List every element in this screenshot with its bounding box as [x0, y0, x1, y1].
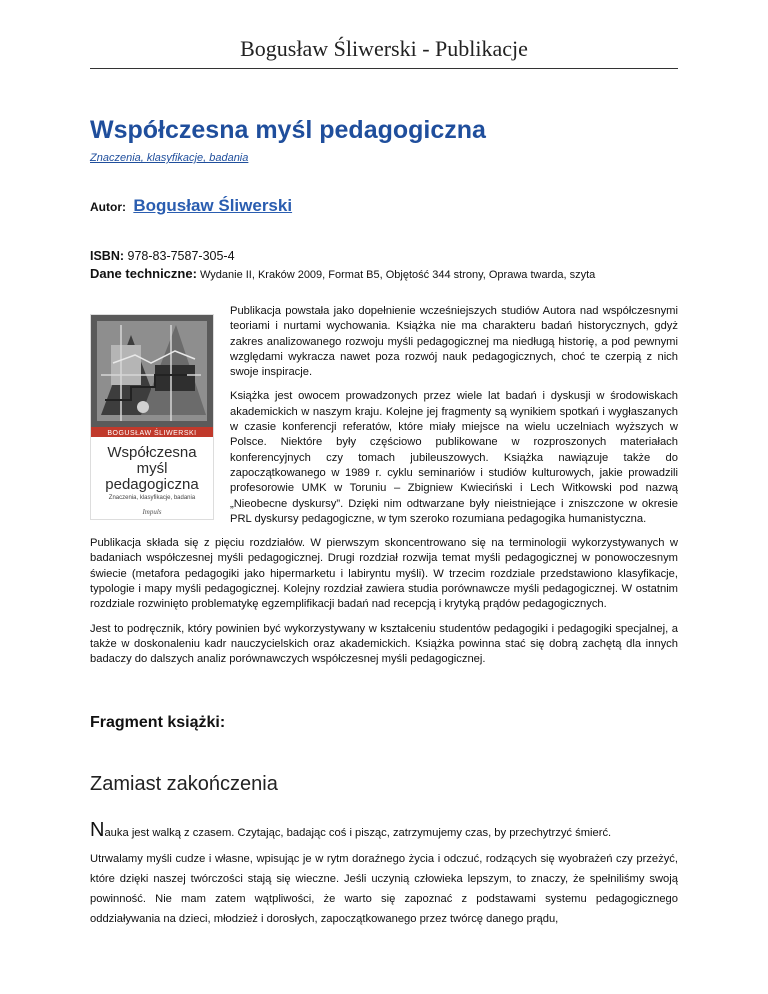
tech-value: Wydanie II, Kraków 2009, Format B5, Objętość 344 strony, Oprawa twarda, szyta: [199, 269, 596, 281]
fragment-paragraph-2: Utrwalamy myśli cudze i własne, wpisując je w rytm doraźnego życia i odczuć, rodzących się wyobrażeń czy przeżyć, które dzięki naszej twórczości stają się wieczne. Jeśli uczynią człowieka lepszym, to znaczy, że spełniliśmy swoją powinność. Nie mam zatem wątpliwości, że warto się zapoznać z podstawami systemu pedagogicznego oddziaływania na dzieci, młodzież i dorosłych, zapoczątkowanego przez twórcę danego prądu,: [90, 853, 678, 925]
author-row: [90, 196, 292, 216]
tech-label: Dane techniczne:: [90, 266, 197, 281]
description-paragraph-2: Książka jest owocem prowadzonych przez wiele lat badań i dyskusji w środowiskach akademickich w naszym kraju. Kolejne jej fragmenty są wynikiem spotkań i wygłaszanych w czasie konferencji referatów, które miały miejsce na wielu uczelniach wyższych w Polsce. Niektóre były częściowo publikowane w rozproszonych materiałach konferencyjnych czy tomach jubileuszowych. Książka nawiązuje także do zapoczątkowanego w 1989 r. cyklu seminariów i studiów kulturowych, jakie prowadzili profesorowie UMK w Toruniu – Zbigniew Kwieciński i Lech Witkowski pod nazwą „Nieobecne dyskursy”. Dzięki nim odtwarzane były nieistniejące i zniszczone w okresie PRL dyskursy pedagogiczne, w tym szeroko rozumiana pedagogika humanistyczna.: [230, 390, 678, 525]
chapter-heading: Zamiast zakończenia: [90, 773, 278, 795]
fragment-heading: Fragment książki:: [90, 714, 226, 731]
description-paragraph-4: Jest to podręcznik, który powinien być wykorzystywany w kształceniu studentów pedagogiki i pedagogiki specjalnej, a także w doskonaleniu kadr nauczycielskich oraz akademickich. Książka powinna stać się dobrą zachętą dla innych badaczy do dalszych analiz porównawczych współczesnej myśli pedagogicznej.: [90, 622, 678, 666]
fragment-paragraph-1: [90, 820, 678, 843]
cover-title-line2: myśl: [136, 460, 168, 477]
header-divider: [90, 68, 678, 69]
book-cover-image: [90, 314, 214, 520]
cover-title-line1: Współczesna: [107, 444, 197, 461]
book-subtitle[interactable]: Znaczenia, klasyfikacje, badania: [90, 152, 249, 164]
isbn-row: [90, 249, 235, 263]
fragment-text: [90, 820, 678, 935]
cover-title-line3: pedagogiczna: [105, 476, 199, 493]
dropcap-letter: N: [90, 819, 105, 841]
cover-author-text: BOGUSŁAW ŚLIWERSKI: [107, 430, 197, 437]
book-title: Współczesna myśl pedagogiczna: [90, 116, 486, 144]
cover-publisher: Impuls: [142, 508, 162, 516]
cover-subtitle: Znaczenia, klasyfikacje, badania: [108, 495, 196, 501]
isbn-label: ISBN:: [90, 249, 125, 263]
author-label: Autor:: [90, 200, 126, 214]
tech-row: [90, 266, 595, 281]
fragment-paragraph-1-text: auka jest walką z czasem. Czytając, badając coś i pisząc, zatrzymujemy czas, by przechytrzyć śmierć.: [104, 827, 612, 839]
description-paragraph-3: Publikacja składa się z pięciu rozdziałów. W pierwszym skoncentrowano się na terminologii wykorzystywanych w badaniach współczesnej myśli pedagogicznej. Drugi rozdział rozwija temat myśli pedagogicznej w ponowoczesnym świecie (metafora pedagogiki jako hipermarketu i labiryntu myśli). W trzecim rozdziale przedstawiono klasyfikacje, typologie i mapy myśli pedagogicznej. Kolejny rozdział zawiera studia porównawcze myśli pedagogicznej. W ostatnim rozdziale rozwinięto problematykę egzemplifikacji badań nad recepcją i krytyką prądów pedagogicznych.: [90, 537, 678, 611]
description: [90, 304, 678, 677]
description-paragraph-1: Publikacja powstała jako dopełnienie wcześniejszych studiów Autora nad współczesnymi teoriami i nurtami wychowania. Książka nie ma charakteru badań historycznych, gdyż zakres analizowanego rozwoju myśli pedagogicznej ma niedługą historię, a pod pewnymi względami wykracza nawet poza rozwój nauk pedagogicznych, choć te czerpią z nich swoje inspiracje.: [230, 305, 678, 379]
escher-illustration: [91, 315, 213, 519]
isbn-value: 978-83-7587-305-4: [127, 249, 235, 263]
page-header: Bogusław Śliwerski - Publikacje: [240, 36, 528, 61]
author-link[interactable]: Bogusław Śliwerski: [133, 196, 293, 215]
